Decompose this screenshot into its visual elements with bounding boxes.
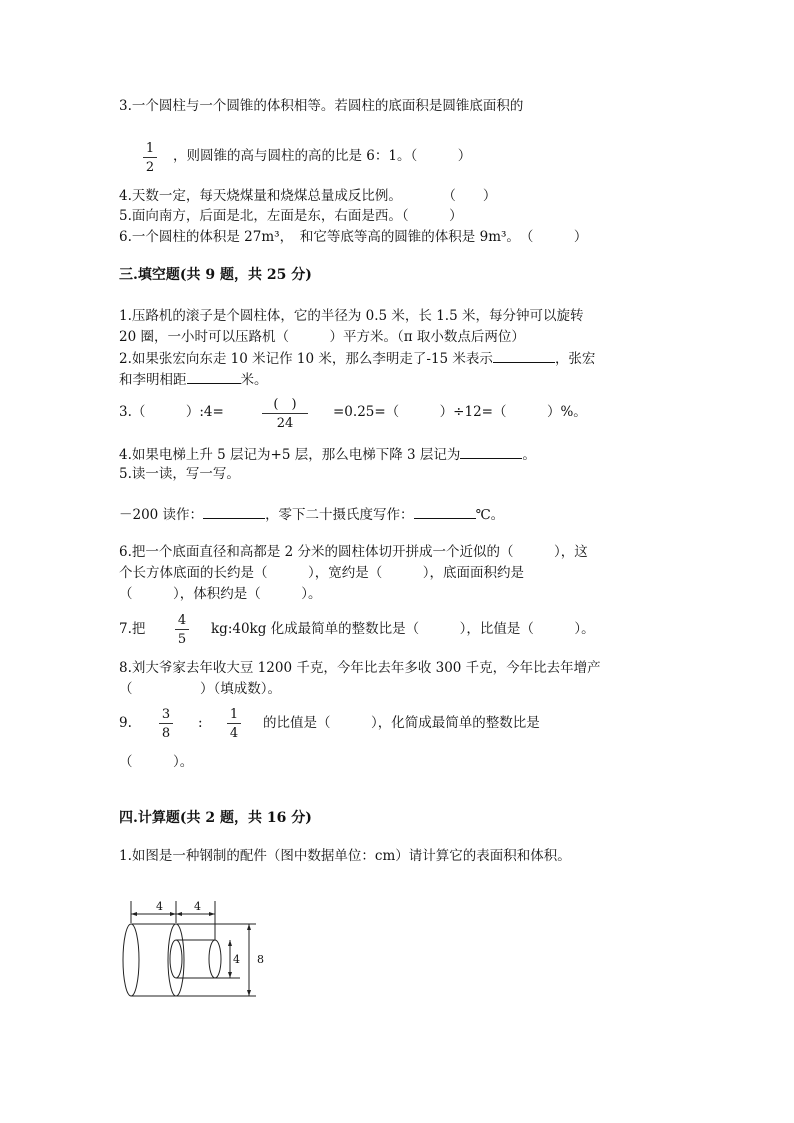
- section-3-title: 三.填空题(共 9 题，共 25 分): [119, 267, 312, 283]
- small-cylinder-right-face: [209, 940, 221, 978]
- judgment-q5: 5.面向南方，后面是北，左面是东，右面是西。（ ）: [119, 208, 463, 224]
- fill-q5-text-b: ，零下二十摄氏度写作：: [265, 507, 414, 523]
- fraction-denominator: 2: [145, 160, 155, 175]
- judgment-q6: 6.一个圆柱的体积是 27m³， 和它等底等高的圆锥的体积是 9m³。 （ ）: [119, 229, 588, 245]
- label-top-right: 4: [194, 900, 201, 913]
- fill-q2-text-d: 米。: [240, 372, 268, 388]
- label-top-left: 4: [156, 900, 163, 913]
- arrow-head: [228, 972, 232, 978]
- answer-blank[interactable]: [493, 349, 555, 363]
- fraction-bar: [262, 413, 308, 414]
- fraction-numerator: 4: [177, 613, 187, 628]
- fill-q6-line2: 个长方体底面的长约是（ ），宽约是（ ），底面面积约是: [119, 565, 524, 581]
- arrow-head: [228, 940, 232, 946]
- fill-q3-text-a: 3.（ ）:4=: [119, 404, 224, 420]
- section-4-title: 四.计算题(共 2 题，共 16 分): [119, 810, 312, 826]
- fraction-bar: [159, 723, 173, 724]
- fill-q8-line1: 8.刘大爷家去年收大豆 1200 千克，今年比去年多收 300 千克，今年比去年增产: [119, 660, 601, 676]
- steel-part-figure: [110, 895, 280, 1000]
- fill-q9-text-b: 的比值是（ ），化简成最简单的整数比是: [263, 715, 540, 731]
- fill-q4: [119, 445, 536, 464]
- fill-q2-line2: [119, 370, 268, 389]
- arrow-head: [131, 912, 137, 916]
- fill-q7-fraction: [175, 613, 189, 647]
- calc-q1: 1.如图是一种钢制的配件（图中数据单位：cm）请计算它的表面积和体积。: [119, 848, 571, 864]
- fill-q2-text-a: 2.如果张宏向东走 10 米记作 10 米，那么李明走了-15 米表示: [119, 351, 493, 367]
- fill-q4-text-b: 。: [522, 447, 536, 463]
- fill-q5: 5.读一读，写一写。: [119, 466, 240, 482]
- fill-q2-line1: [119, 349, 595, 368]
- judgment-q3-fraction: [143, 141, 157, 175]
- fraction-denominator: 24: [276, 416, 294, 431]
- fill-q9-fraction-2: [227, 707, 241, 741]
- fill-q5-text-a: －200 读作：: [119, 507, 204, 523]
- small-cylinder-left-face: [170, 940, 182, 978]
- fill-q9-line2: （ ）。: [119, 754, 194, 770]
- fill-q9-number: 9.: [119, 715, 132, 731]
- fill-q4-text-a: 4.如果电梯上升 5 层记为+5 层，那么电梯下降 3 层记为: [119, 447, 461, 463]
- fill-q3-fraction: [262, 397, 308, 431]
- fraction-numerator: ( ): [273, 397, 297, 412]
- judgment-q3-line2: ，则圆锥的高与圆柱的高的比是 6：1。（ ）: [173, 148, 472, 164]
- fraction-numerator: 3: [161, 707, 171, 722]
- arrow-head: [247, 924, 251, 930]
- fill-q3-text-b: =0.25=（ ）÷12=（ ）%。: [333, 404, 587, 420]
- fraction-numerator: 1: [229, 707, 239, 722]
- fill-q2-text-c: 和李明相距: [119, 372, 187, 388]
- answer-blank[interactable]: [460, 445, 522, 459]
- fill-q1-line2: 20 圈，一小时可以压路机（ ）平方米。（π 取小数点后两位）: [119, 329, 525, 345]
- fill-q5-read-write: [119, 505, 504, 524]
- answer-blank[interactable]: [203, 505, 265, 519]
- answer-blank[interactable]: [414, 505, 476, 519]
- fraction-bar: [227, 723, 241, 724]
- fill-q2-text-b: ，张宏: [554, 351, 596, 367]
- fraction-denominator: 8: [161, 726, 171, 741]
- answer-blank[interactable]: [187, 370, 241, 384]
- fraction-denominator: 4: [229, 726, 239, 741]
- label-outer-height: 8: [257, 953, 264, 966]
- arrow-head: [176, 912, 182, 916]
- arrow-head: [209, 912, 215, 916]
- fill-q7-text-a: 7.把: [119, 621, 146, 637]
- big-cylinder-left-face: [123, 924, 139, 996]
- fill-q9-fraction-1: [159, 707, 173, 741]
- label-inner-height: 4: [233, 953, 240, 966]
- judgment-q3-line1: 3.一个圆柱与一个圆锥的体积相等。若圆柱的底面积是圆锥底面积的: [119, 98, 524, 114]
- fraction-numerator: 1: [145, 141, 155, 156]
- judgment-q4: 4.天数一定，每天烧煤量和烧煤总量成反比例。 （ ）: [119, 188, 497, 204]
- fill-q1-line1: 1.压路机的滚子是个圆柱体，它的半径为 0.5 米，长 1.5 米，每分钟可以旋转: [119, 308, 584, 324]
- fraction-bar: [175, 629, 189, 630]
- fill-q5-text-c: ℃。: [475, 507, 505, 523]
- arrow-head: [170, 912, 176, 916]
- fill-q6-line1: 6.把一个底面直径和高都是 2 分米的圆柱体切开拼成一个近似的（ ），这: [119, 544, 588, 560]
- fill-q6-line3: （ ），体积约是（ ）。: [119, 586, 322, 602]
- fraction-denominator: 5: [177, 632, 187, 647]
- fraction-bar: [143, 157, 157, 158]
- arrow-head: [247, 990, 251, 996]
- fill-q7-text-b: kg:40kg 化成最简单的整数比是（ ），比值是（ ）。: [211, 621, 595, 637]
- fill-q9-colon: :: [198, 715, 203, 731]
- fill-q8-line2: （ ）（填成数）。: [119, 681, 281, 697]
